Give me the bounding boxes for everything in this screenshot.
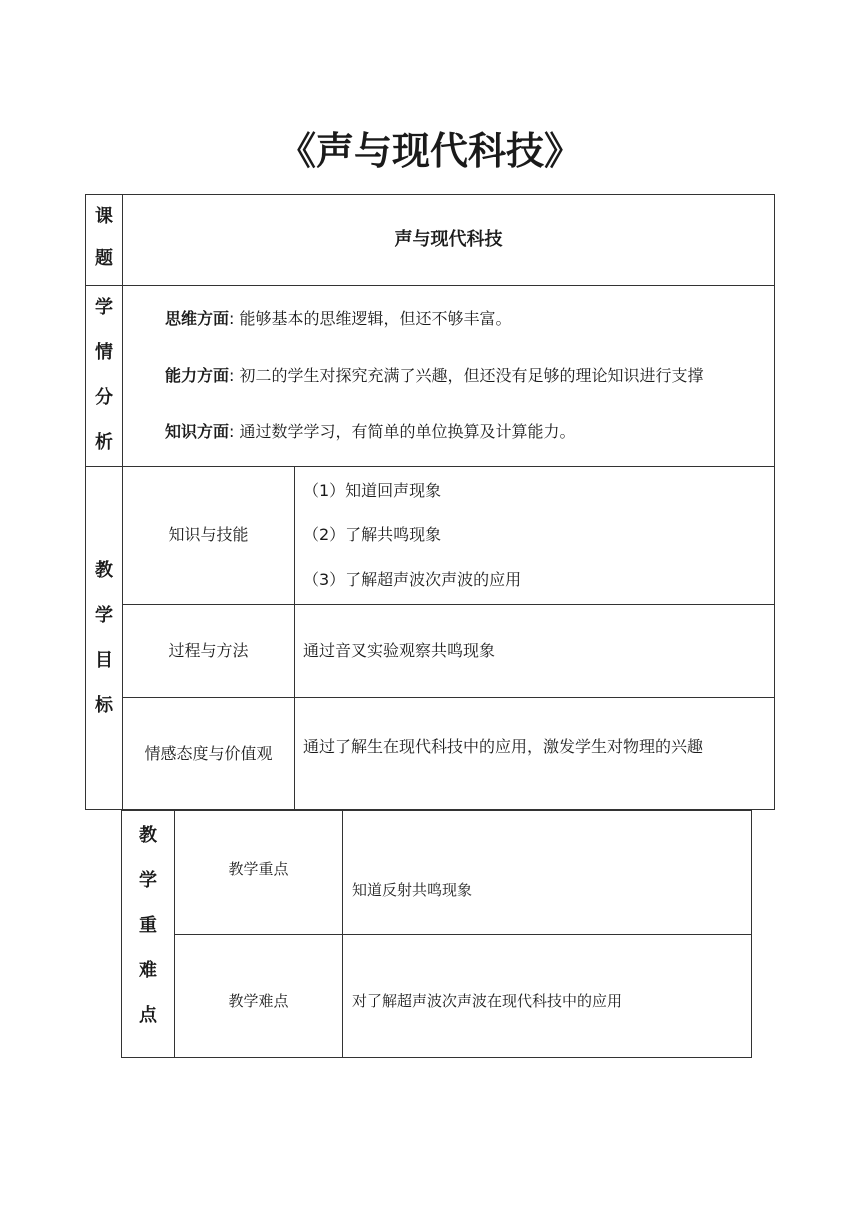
topic-value: 声与现代科技 xyxy=(394,229,503,250)
objective-category: 知识与技能 xyxy=(168,525,249,544)
analysis-item-thinking: 思维方面: 能够基本的思维逻辑，但还不够丰富。 xyxy=(165,309,512,328)
analysis-heading: 知识方面 xyxy=(165,422,230,441)
key-point-text: 对了解超声波次声波在现代科技中的应用 xyxy=(352,992,623,1010)
key-point-category: 教学重点 xyxy=(228,860,289,878)
key-points-label: 教 学 重 难 点 xyxy=(139,825,157,1026)
objective-line: （2）了解共鸣现象 xyxy=(303,525,442,544)
objective-category: 情感态度与价值观 xyxy=(144,744,273,763)
key-point-category: 教学难点 xyxy=(228,992,289,1010)
objective-line: 通过了解生在现代科技中的应用，激发学生对物理的兴趣 xyxy=(303,737,704,756)
analysis-item-knowledge: 知识方面: 通过数学学习，有简单的单位换算及计算能力。 xyxy=(165,422,576,441)
analysis-heading: 能力方面 xyxy=(165,366,230,385)
analysis-item-ability: 能力方面: 初二的学生对探究充满了兴趣，但还没有足够的理论知识进行支撑 xyxy=(165,366,704,385)
objective-category: 过程与方法 xyxy=(168,641,249,660)
page-title: 《声与现代科技》 xyxy=(277,129,582,173)
objectives-label: 教 学 目 标 xyxy=(95,560,113,716)
analysis-label: 学 情 分 析 xyxy=(95,297,113,453)
objective-line: 通过音叉实验观察共鸣现象 xyxy=(303,641,496,660)
objective-line: （1）知道回声现象 xyxy=(303,481,442,500)
topic-label: 课 题 xyxy=(95,206,113,269)
key-point-text: 知道反射共鸣现象 xyxy=(352,881,473,899)
analysis-heading: 思维方面 xyxy=(165,309,230,328)
objective-line: （3）了解超声波次声波的应用 xyxy=(303,570,522,589)
